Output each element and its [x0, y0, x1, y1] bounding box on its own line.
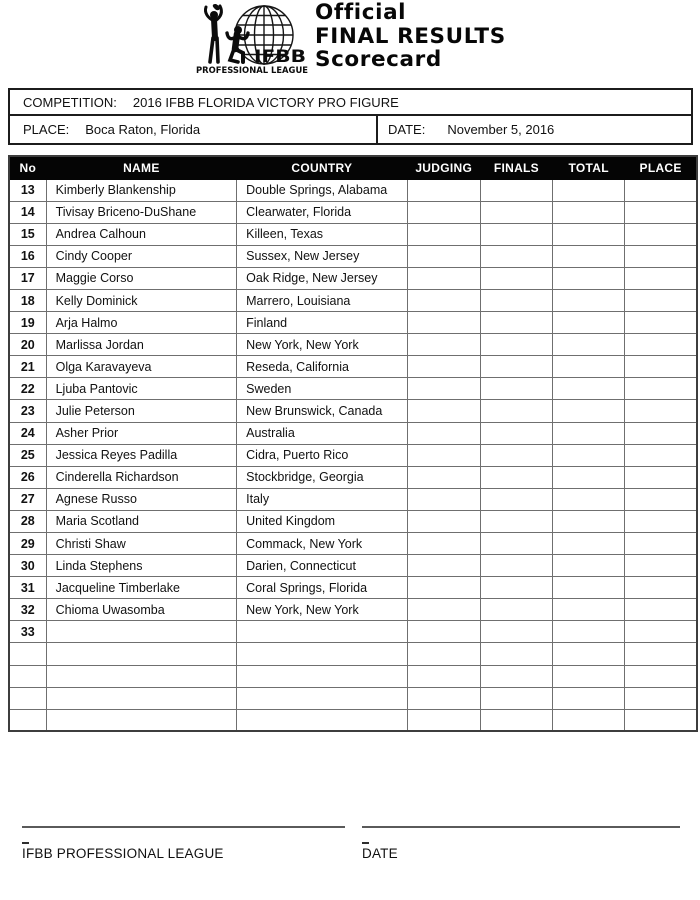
- table-row: [9, 510, 697, 532]
- row-total-cell: [553, 444, 625, 466]
- row-place-cell: [625, 223, 697, 245]
- row-total-cell: [553, 665, 625, 687]
- row-place-cell: [625, 599, 697, 621]
- row-place-cell: [625, 356, 697, 378]
- row-judging-cell: [407, 179, 480, 201]
- row-judging-cell: [407, 709, 480, 731]
- row-total-cell: [553, 223, 625, 245]
- row-judging-cell: [407, 510, 480, 532]
- row-total-cell: [553, 400, 625, 422]
- table-row: [9, 621, 697, 643]
- row-finals-cell: [480, 444, 552, 466]
- row-finals-cell: [480, 422, 552, 444]
- row-place-cell: [625, 400, 697, 422]
- row-finals-cell: [480, 356, 552, 378]
- row-no-cell: 21: [9, 356, 46, 378]
- row-country-cell: [237, 643, 407, 665]
- row-total-cell: [553, 643, 625, 665]
- row-finals-cell: [480, 599, 552, 621]
- row-name-cell: Tivisay Briceno-DuShane: [46, 201, 237, 223]
- row-country-cell: United Kingdom: [237, 510, 407, 532]
- row-country-cell: Sussex, New Jersey: [237, 245, 407, 267]
- row-judging-cell: [407, 577, 480, 599]
- row-total-cell: [553, 356, 625, 378]
- row-place-cell: [625, 179, 697, 201]
- table-row: [9, 201, 697, 223]
- row-finals-cell: [480, 245, 552, 267]
- row-country-cell: Clearwater, Florida: [237, 201, 407, 223]
- row-finals-cell: [480, 577, 552, 599]
- col-header-finals: FINALS: [480, 156, 552, 179]
- row-no-cell: [9, 687, 46, 709]
- row-judging-cell: [407, 267, 480, 289]
- row-finals-cell: [480, 289, 552, 311]
- row-country-cell: Australia: [237, 422, 407, 444]
- date-label: DATE:: [388, 122, 426, 137]
- col-header-country: COUNTRY: [237, 156, 407, 179]
- row-judging-cell: [407, 289, 480, 311]
- row-country-cell: [237, 621, 407, 643]
- place-value: Boca Raton, Florida: [85, 122, 201, 137]
- row-place-cell: [625, 621, 697, 643]
- competition-label: COMPETITION:: [23, 94, 117, 110]
- row-place-cell: [625, 709, 697, 731]
- row-name-cell: Maria Scotland: [46, 510, 237, 532]
- table-row: [9, 577, 697, 599]
- row-no-cell: [9, 665, 46, 687]
- signature-label-league: IFBB PROFESSIONAL LEAGUE: [22, 846, 224, 861]
- competition-info-box: [8, 88, 693, 145]
- row-finals-cell: [480, 267, 552, 289]
- row-country-cell: Reseda, California: [237, 356, 407, 378]
- row-no-cell: 23: [9, 400, 46, 422]
- row-judging-cell: [407, 422, 480, 444]
- row-total-cell: [553, 533, 625, 555]
- row-place-cell: [625, 533, 697, 555]
- competition-row: [10, 90, 691, 116]
- row-finals-cell: [480, 400, 552, 422]
- title-line-2: FINAL RESULTS: [315, 23, 506, 49]
- document-title: [315, 1, 506, 72]
- row-finals-cell: [480, 312, 552, 334]
- row-no-cell: 26: [9, 466, 46, 488]
- row-name-cell: Christi Shaw: [46, 533, 237, 555]
- row-no-cell: [9, 709, 46, 731]
- row-finals-cell: [480, 488, 552, 510]
- row-judging-cell: [407, 400, 480, 422]
- table-row: [9, 422, 697, 444]
- table-row: [9, 312, 697, 334]
- row-no-cell: 15: [9, 223, 46, 245]
- row-country-cell: Finland: [237, 312, 407, 334]
- logo-ifbb-text: IFBB: [254, 47, 306, 67]
- table-row: [9, 334, 697, 356]
- table-row: [9, 289, 697, 311]
- row-total-cell: [553, 555, 625, 577]
- row-judging-cell: [407, 665, 480, 687]
- col-header-no: No: [9, 156, 46, 179]
- row-place-cell: [625, 488, 697, 510]
- row-name-cell: Arja Halmo: [46, 312, 237, 334]
- row-name-cell: Kelly Dominick: [46, 289, 237, 311]
- row-country-cell: Double Springs, Alabama: [237, 179, 407, 201]
- title-line-1: Official: [315, 0, 407, 25]
- table-row: [9, 555, 697, 577]
- row-finals-cell: [480, 665, 552, 687]
- row-name-cell: Cindy Cooper: [46, 245, 237, 267]
- row-no-cell: 14: [9, 201, 46, 223]
- col-header-judging: JUDGING: [407, 156, 480, 179]
- row-no-cell: 31: [9, 577, 46, 599]
- row-judging-cell: [407, 334, 480, 356]
- row-judging-cell: [407, 201, 480, 223]
- row-total-cell: [553, 245, 625, 267]
- row-country-cell: Sweden: [237, 378, 407, 400]
- row-finals-cell: [480, 334, 552, 356]
- table-row: [9, 400, 697, 422]
- row-country-cell: Commack, New York: [237, 533, 407, 555]
- row-no-cell: 19: [9, 312, 46, 334]
- signature-tick-date: [362, 842, 369, 844]
- col-header-place: PLACE: [625, 156, 697, 179]
- row-name-cell: Olga Karavayeva: [46, 356, 237, 378]
- row-total-cell: [553, 510, 625, 532]
- row-name-cell: Chioma Uwasomba: [46, 599, 237, 621]
- row-country-cell: [237, 709, 407, 731]
- row-name-cell: Asher Prior: [46, 422, 237, 444]
- row-place-cell: [625, 422, 697, 444]
- row-total-cell: [553, 599, 625, 621]
- row-judging-cell: [407, 444, 480, 466]
- row-name-cell: [46, 643, 237, 665]
- table-row: [9, 709, 697, 731]
- row-no-cell: 25: [9, 444, 46, 466]
- posing-figure-standing: [205, 4, 221, 62]
- row-total-cell: [553, 466, 625, 488]
- row-total-cell: [553, 687, 625, 709]
- row-name-cell: [46, 687, 237, 709]
- table-row: [9, 378, 697, 400]
- row-finals-cell: [480, 533, 552, 555]
- row-country-cell: New Brunswick, Canada: [237, 400, 407, 422]
- row-total-cell: [553, 621, 625, 643]
- row-place-cell: [625, 643, 697, 665]
- row-finals-cell: [480, 466, 552, 488]
- row-judging-cell: [407, 533, 480, 555]
- row-total-cell: [553, 577, 625, 599]
- row-country-cell: Italy: [237, 488, 407, 510]
- signature-label-date: DATE: [362, 846, 398, 861]
- row-place-cell: [625, 444, 697, 466]
- col-header-total: TOTAL: [553, 156, 625, 179]
- row-total-cell: [553, 709, 625, 731]
- table-row: [9, 444, 697, 466]
- row-no-cell: 27: [9, 488, 46, 510]
- table-row: [9, 488, 697, 510]
- row-no-cell: 29: [9, 533, 46, 555]
- row-country-cell: [237, 687, 407, 709]
- row-finals-cell: [480, 687, 552, 709]
- row-no-cell: 32: [9, 599, 46, 621]
- row-judging-cell: [407, 555, 480, 577]
- row-judging-cell: [407, 312, 480, 334]
- row-place-cell: [625, 555, 697, 577]
- row-total-cell: [553, 422, 625, 444]
- table-row: [9, 223, 697, 245]
- row-place-cell: [625, 510, 697, 532]
- row-name-cell: Jacqueline Timberlake: [46, 577, 237, 599]
- row-no-cell: 30: [9, 555, 46, 577]
- row-finals-cell: [480, 378, 552, 400]
- table-row: [9, 179, 697, 201]
- row-country-cell: New York, New York: [237, 334, 407, 356]
- row-finals-cell: [480, 621, 552, 643]
- row-no-cell: 16: [9, 245, 46, 267]
- row-name-cell: Kimberly Blankenship: [46, 179, 237, 201]
- row-judging-cell: [407, 687, 480, 709]
- row-place-cell: [625, 577, 697, 599]
- table-row: [9, 356, 697, 378]
- row-no-cell: 13: [9, 179, 46, 201]
- table-row: [9, 267, 697, 289]
- title-line-3: Scorecard: [315, 47, 442, 72]
- row-total-cell: [553, 334, 625, 356]
- table-row: [9, 665, 697, 687]
- row-name-cell: Ljuba Pantovic: [46, 378, 237, 400]
- row-finals-cell: [480, 201, 552, 223]
- row-total-cell: [553, 312, 625, 334]
- row-judging-cell: [407, 643, 480, 665]
- table-row: [9, 687, 697, 709]
- row-no-cell: 17: [9, 267, 46, 289]
- table-header-row: [9, 156, 697, 179]
- row-name-cell: Agnese Russo: [46, 488, 237, 510]
- row-judging-cell: [407, 466, 480, 488]
- row-total-cell: [553, 201, 625, 223]
- row-country-cell: Oak Ridge, New Jersey: [237, 267, 407, 289]
- row-total-cell: [553, 378, 625, 400]
- row-place-cell: [625, 466, 697, 488]
- row-name-cell: [46, 621, 237, 643]
- table-row: [9, 643, 697, 665]
- row-no-cell: 18: [9, 289, 46, 311]
- row-country-cell: Cidra, Puerto Rico: [237, 444, 407, 466]
- row-no-cell: 22: [9, 378, 46, 400]
- row-country-cell: Killeen, Texas: [237, 223, 407, 245]
- row-judging-cell: [407, 356, 480, 378]
- row-total-cell: [553, 179, 625, 201]
- row-no-cell: 28: [9, 510, 46, 532]
- signature-line-date: [362, 826, 680, 828]
- row-place-cell: [625, 289, 697, 311]
- row-place-cell: [625, 334, 697, 356]
- row-country-cell: Darien, Connecticut: [237, 555, 407, 577]
- table-row: [9, 533, 697, 555]
- row-finals-cell: [480, 179, 552, 201]
- place-label: PLACE:: [23, 122, 70, 137]
- row-country-cell: Stockbridge, Georgia: [237, 466, 407, 488]
- row-place-cell: [625, 312, 697, 334]
- row-finals-cell: [480, 555, 552, 577]
- row-judging-cell: [407, 488, 480, 510]
- row-total-cell: [553, 488, 625, 510]
- row-total-cell: [553, 267, 625, 289]
- row-name-cell: Jessica Reyes Padilla: [46, 444, 237, 466]
- row-country-cell: [237, 665, 407, 687]
- ifbb-logo: [190, 0, 314, 78]
- row-finals-cell: [480, 709, 552, 731]
- row-name-cell: [46, 665, 237, 687]
- row-total-cell: [553, 289, 625, 311]
- row-country-cell: New York, New York: [237, 599, 407, 621]
- competition-value: 2016 IFBB FLORIDA VICTORY PRO FIGURE: [132, 94, 399, 110]
- row-name-cell: Linda Stephens: [46, 555, 237, 577]
- table-row: [9, 245, 697, 267]
- row-judging-cell: [407, 223, 480, 245]
- row-name-cell: Julie Peterson: [46, 400, 237, 422]
- row-finals-cell: [480, 643, 552, 665]
- row-place-cell: [625, 267, 697, 289]
- row-place-cell: [625, 245, 697, 267]
- signature-tick-league: [22, 842, 29, 844]
- row-judging-cell: [407, 621, 480, 643]
- row-country-cell: Marrero, Louisiana: [237, 289, 407, 311]
- row-name-cell: Cinderella Richardson: [46, 466, 237, 488]
- row-place-cell: [625, 201, 697, 223]
- row-no-cell: 24: [9, 422, 46, 444]
- row-name-cell: [46, 709, 237, 731]
- row-finals-cell: [480, 510, 552, 532]
- row-judging-cell: [407, 378, 480, 400]
- logo-league-text: PROFESSIONAL LEAGUE: [196, 66, 309, 76]
- date-cell: [376, 116, 691, 143]
- row-finals-cell: [480, 223, 552, 245]
- row-name-cell: Maggie Corso: [46, 267, 237, 289]
- row-country-cell: Coral Springs, Florida: [237, 577, 407, 599]
- table-row: [9, 599, 697, 621]
- ifbb-globe-logo-icon: [190, 0, 314, 78]
- row-name-cell: Marlissa Jordan: [46, 334, 237, 356]
- table-row: [9, 466, 697, 488]
- date-value: November 5, 2016: [447, 122, 555, 137]
- row-place-cell: [625, 378, 697, 400]
- row-name-cell: Andrea Calhoun: [46, 223, 237, 245]
- row-no-cell: [9, 643, 46, 665]
- place-date-row: [10, 116, 691, 143]
- row-place-cell: [625, 687, 697, 709]
- results-table: [8, 155, 698, 732]
- place-cell: [10, 116, 376, 143]
- col-header-name: NAME: [46, 156, 237, 179]
- row-judging-cell: [407, 245, 480, 267]
- row-no-cell: 20: [9, 334, 46, 356]
- row-no-cell: 33: [9, 621, 46, 643]
- row-place-cell: [625, 665, 697, 687]
- row-judging-cell: [407, 599, 480, 621]
- signature-line-league: [22, 826, 345, 828]
